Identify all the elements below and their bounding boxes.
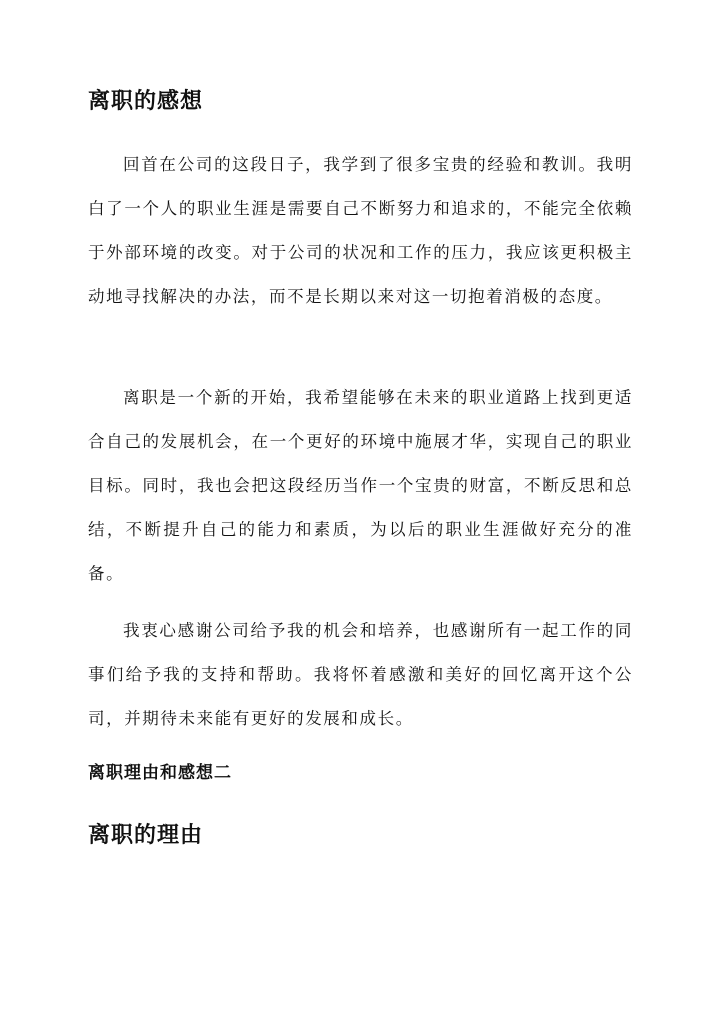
paragraph-1: 回首在公司的这段日子，我学到了很多宝贵的经验和教训。我明白了一个人的职业生涯是需要自己不断努力和追求的，不能完全依赖于外部环境的改变。对于公司的状况和工作的压力，我应该更积极主动地寻找解决的办法，而不是长期以来对这一切抱着消极的态度。 bbox=[88, 155, 633, 306]
paragraph-3: 我衷心感谢公司给予我的机会和培养，也感谢所有一起工作的同事们给予我的支持和帮助。我将怀着感激和美好的回忆离开这个公司，并期待未来能有更好的发展和成长。 bbox=[88, 621, 633, 728]
section-title: 离职理由和感想二 bbox=[88, 763, 232, 783]
heading-resignation-thoughts: 离职的感想 bbox=[88, 88, 204, 114]
paragraph-2: 离职是一个新的开始，我希望能够在未来的职业道路上找到更适合自己的发展机会，在一个更好的环境中施展才华，实现自己的职业目标。同时，我也会把这段经历当作一个宝贵的财富，不断反思和总结，不断提升自己的能力和素质，为以后的职业生涯做好充分的准备。 bbox=[88, 388, 633, 583]
heading-resignation-reasons: 离职的理由 bbox=[88, 822, 204, 848]
